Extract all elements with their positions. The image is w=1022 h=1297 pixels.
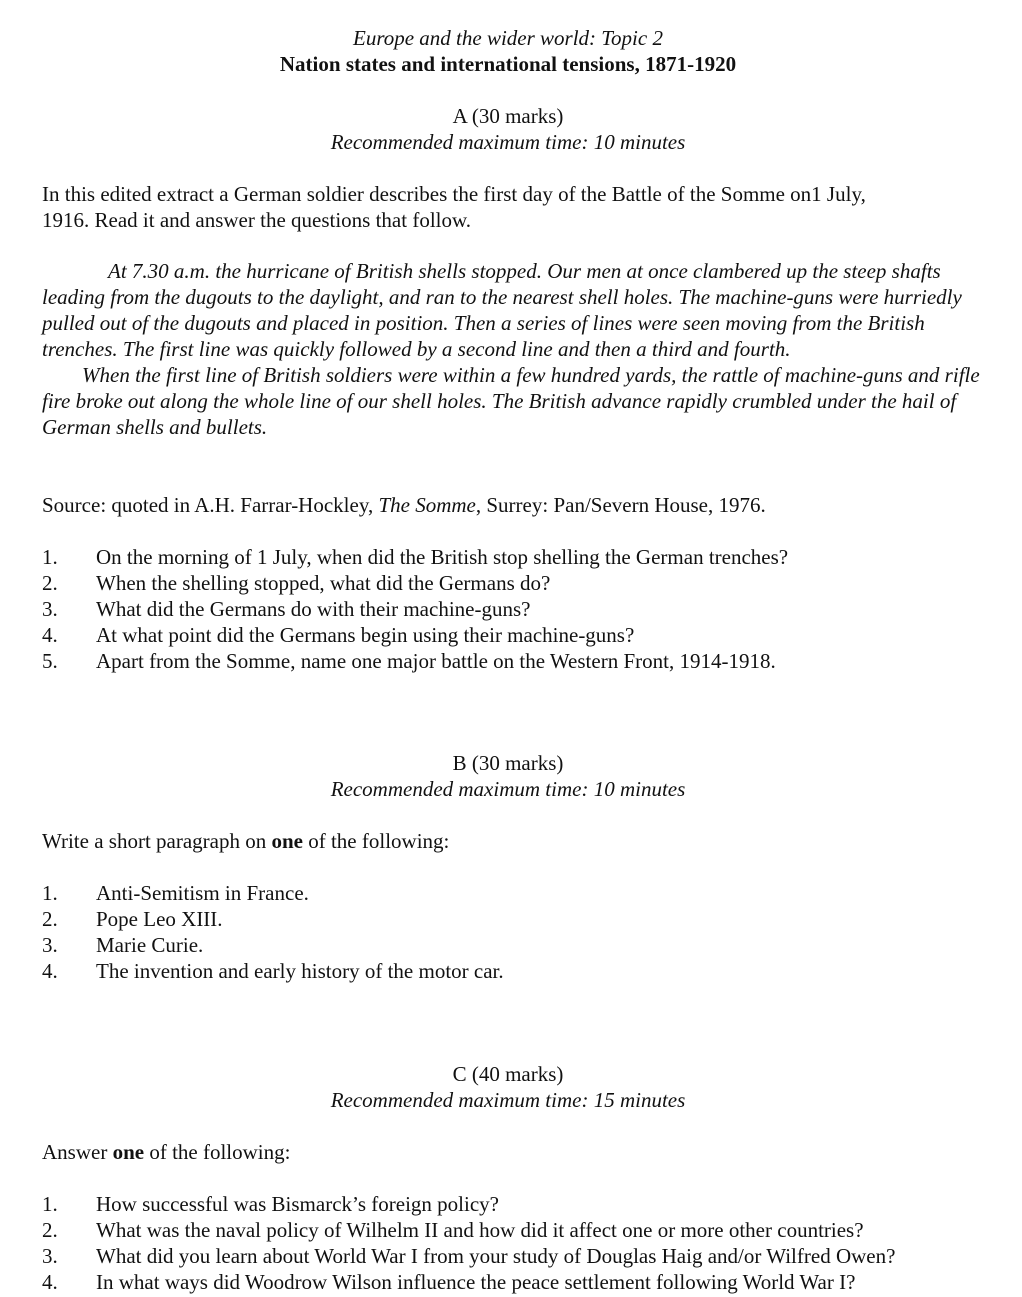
section-a-title: A (30 marks) xyxy=(452,104,564,128)
item-number: 4. xyxy=(42,623,58,647)
item-text: What was the naval policy of Wilhelm II and how did it affect one or more other countries? xyxy=(96,1218,864,1242)
extract-paragraph-1: At 7.30 a.m. the hurricane of British shells stopped. Our men at once clambered up the steep shafts leading from the dugouts to the daylight, and ran to the nearest shell holes. The machine-guns were hurriedly pulled out of the dugouts and placed in position. Then a series of lines were seen moving from the British trenches. The first line was quickly followed by a second line and then a third and fourth. xyxy=(42,259,962,361)
subject-heading: Nation states and international tensions, 1871-1920 xyxy=(279,52,737,76)
section-a-questions xyxy=(42,544,1002,674)
instruction-suffix: of the following: xyxy=(302,829,450,853)
list-item xyxy=(42,544,1002,570)
item-number: 1. xyxy=(42,881,58,905)
instruction-prefix: Write a short paragraph on xyxy=(42,829,272,853)
item-number: 2. xyxy=(42,907,58,931)
item-text: What did you learn about World War I from your study of Douglas Haig and/or Wilfred Owen? xyxy=(96,1244,896,1268)
item-text: The invention and early history of the motor car. xyxy=(96,959,504,983)
section-c-title: C (40 marks) xyxy=(452,1062,564,1086)
section-c-instruction xyxy=(42,1139,982,1165)
source-citation xyxy=(42,492,982,518)
item-text: Pope Leo XIII. xyxy=(96,907,223,931)
item-number: 3. xyxy=(42,1244,58,1268)
list-item xyxy=(42,932,1002,958)
item-text: What did the Germans do with their machine-guns? xyxy=(96,597,531,621)
section-b-instruction xyxy=(42,828,982,854)
section-c-time: Recommended maximum time: 15 minutes xyxy=(330,1088,686,1112)
source-book-title: The Somme xyxy=(378,493,476,517)
item-text: Apart from the Somme, name one major battle on the Western Front, 1914-1918. xyxy=(96,649,776,673)
item-text: At what point did the Germans begin using their machine-guns? xyxy=(96,623,635,647)
topic-heading: Europe and the wider world: Topic 2 xyxy=(353,26,663,50)
item-text: How successful was Bismarck’s foreign policy? xyxy=(96,1192,499,1216)
instruction-suffix: of the following: xyxy=(144,1140,291,1164)
source-prefix: Source: quoted in A.H. Farrar-Hockley, xyxy=(42,493,379,517)
list-item xyxy=(42,622,1002,648)
instruction-emphasis: one xyxy=(112,1140,145,1164)
item-number: 5. xyxy=(42,649,58,673)
source-suffix: , Surrey: Pan/Severn House, 1976. xyxy=(475,493,766,517)
instruction-emphasis: one xyxy=(271,829,303,853)
instruction-prefix: Answer xyxy=(42,1140,113,1164)
section-c-questions xyxy=(42,1191,1002,1295)
section-b-topics xyxy=(42,880,1002,984)
list-item xyxy=(42,1269,1002,1295)
list-item xyxy=(42,648,1002,674)
section-a-intro-line2: 1916. Read it and answer the questions that follow. xyxy=(42,208,472,232)
list-item xyxy=(42,570,1002,596)
item-text: When the shelling stopped, what did the Germans do? xyxy=(96,571,551,595)
item-number: 2. xyxy=(42,1218,58,1242)
list-item xyxy=(42,880,1002,906)
list-item xyxy=(42,1217,1002,1243)
list-item xyxy=(42,958,1002,984)
item-number: 3. xyxy=(42,933,58,957)
list-item xyxy=(42,1191,1002,1217)
extract-paragraph-2: When the first line of British soldiers were within a few hundred yards, the rattle of machine-guns and rifle fire broke out along the whole line of our shell holes. The British advance rapidly crumbled under the hail of German shells and bullets. xyxy=(42,363,980,439)
item-text: In what ways did Woodrow Wilson influence the peace settlement following World War I? xyxy=(96,1270,856,1294)
list-item xyxy=(42,596,1002,622)
list-item xyxy=(42,906,1002,932)
section-a-intro-line1: In this edited extract a German soldier describes the first day of the Battle of the Somme on1 July, xyxy=(42,182,866,206)
item-text: Marie Curie. xyxy=(96,933,204,957)
section-a-intro xyxy=(42,181,982,233)
section-a-time: Recommended maximum time: 10 minutes xyxy=(330,130,686,154)
section-b-time: Recommended maximum time: 10 minutes xyxy=(330,777,686,801)
item-number: 3. xyxy=(42,597,58,621)
section-b-title: B (30 marks) xyxy=(452,751,564,775)
item-number: 4. xyxy=(42,1270,58,1294)
item-number: 2. xyxy=(42,571,58,595)
item-number: 1. xyxy=(42,545,58,569)
item-text: Anti-Semitism in France. xyxy=(96,881,309,905)
item-number: 1. xyxy=(42,1192,58,1216)
item-text: On the morning of 1 July, when did the British stop shelling the German trenches? xyxy=(96,545,789,569)
soldier-extract xyxy=(42,258,982,440)
item-number: 4. xyxy=(42,959,58,983)
list-item xyxy=(42,1243,1002,1269)
